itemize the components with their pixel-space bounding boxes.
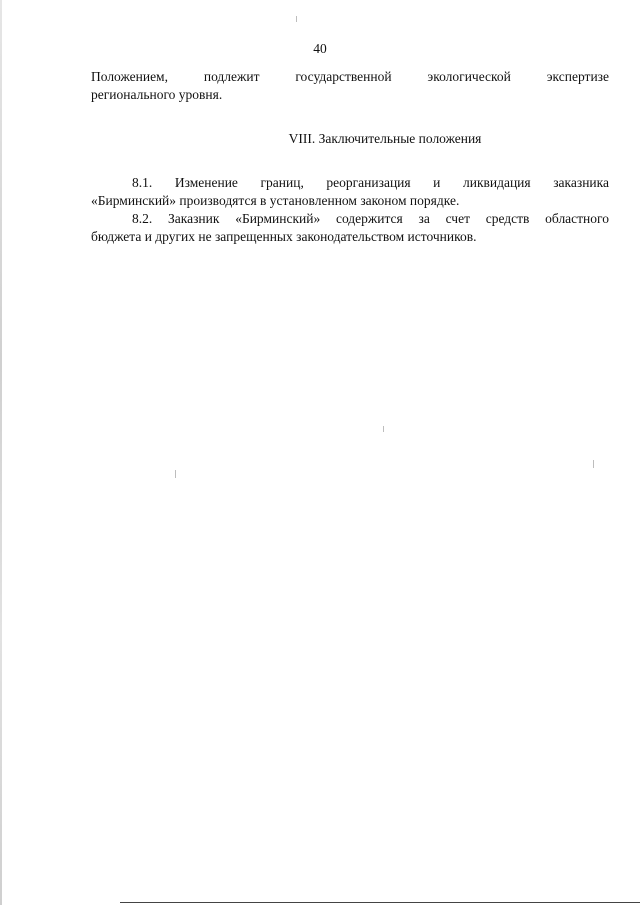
scan-edge-left bbox=[0, 0, 2, 905]
paragraph-8-1-line-1: 8.1. Изменение границ, реорганизация и ликвидация заказника bbox=[132, 175, 609, 190]
page-number: 40 bbox=[313, 41, 327, 56]
paragraph-8-2-line-1: 8.2. Заказник «Бирминский» содержится за счет средств областного bbox=[132, 211, 609, 226]
scan-edge-bottom bbox=[120, 902, 640, 903]
scan-speck bbox=[175, 470, 176, 478]
section-heading: VIII. Заключительные положения bbox=[288, 131, 482, 146]
intro-line-2: регионального уровня. bbox=[91, 87, 223, 102]
paragraph-8-1-line-2: «Бирминский» производятся в установленном законом порядке. bbox=[91, 193, 460, 208]
intro-paragraph bbox=[91, 68, 609, 104]
paragraph-8-2-line-2: бюджета и других не запрещенных законодательством источников. bbox=[91, 229, 477, 244]
paragraph-8-1 bbox=[91, 174, 609, 210]
scan-speck bbox=[593, 460, 594, 468]
intro-line-1: Положением, подлежит государственной экологической экспертизе bbox=[91, 69, 609, 84]
scan-speck bbox=[383, 426, 384, 432]
paragraph-8-2 bbox=[91, 210, 609, 246]
document-body bbox=[91, 68, 609, 246]
scan-speck bbox=[296, 16, 297, 22]
